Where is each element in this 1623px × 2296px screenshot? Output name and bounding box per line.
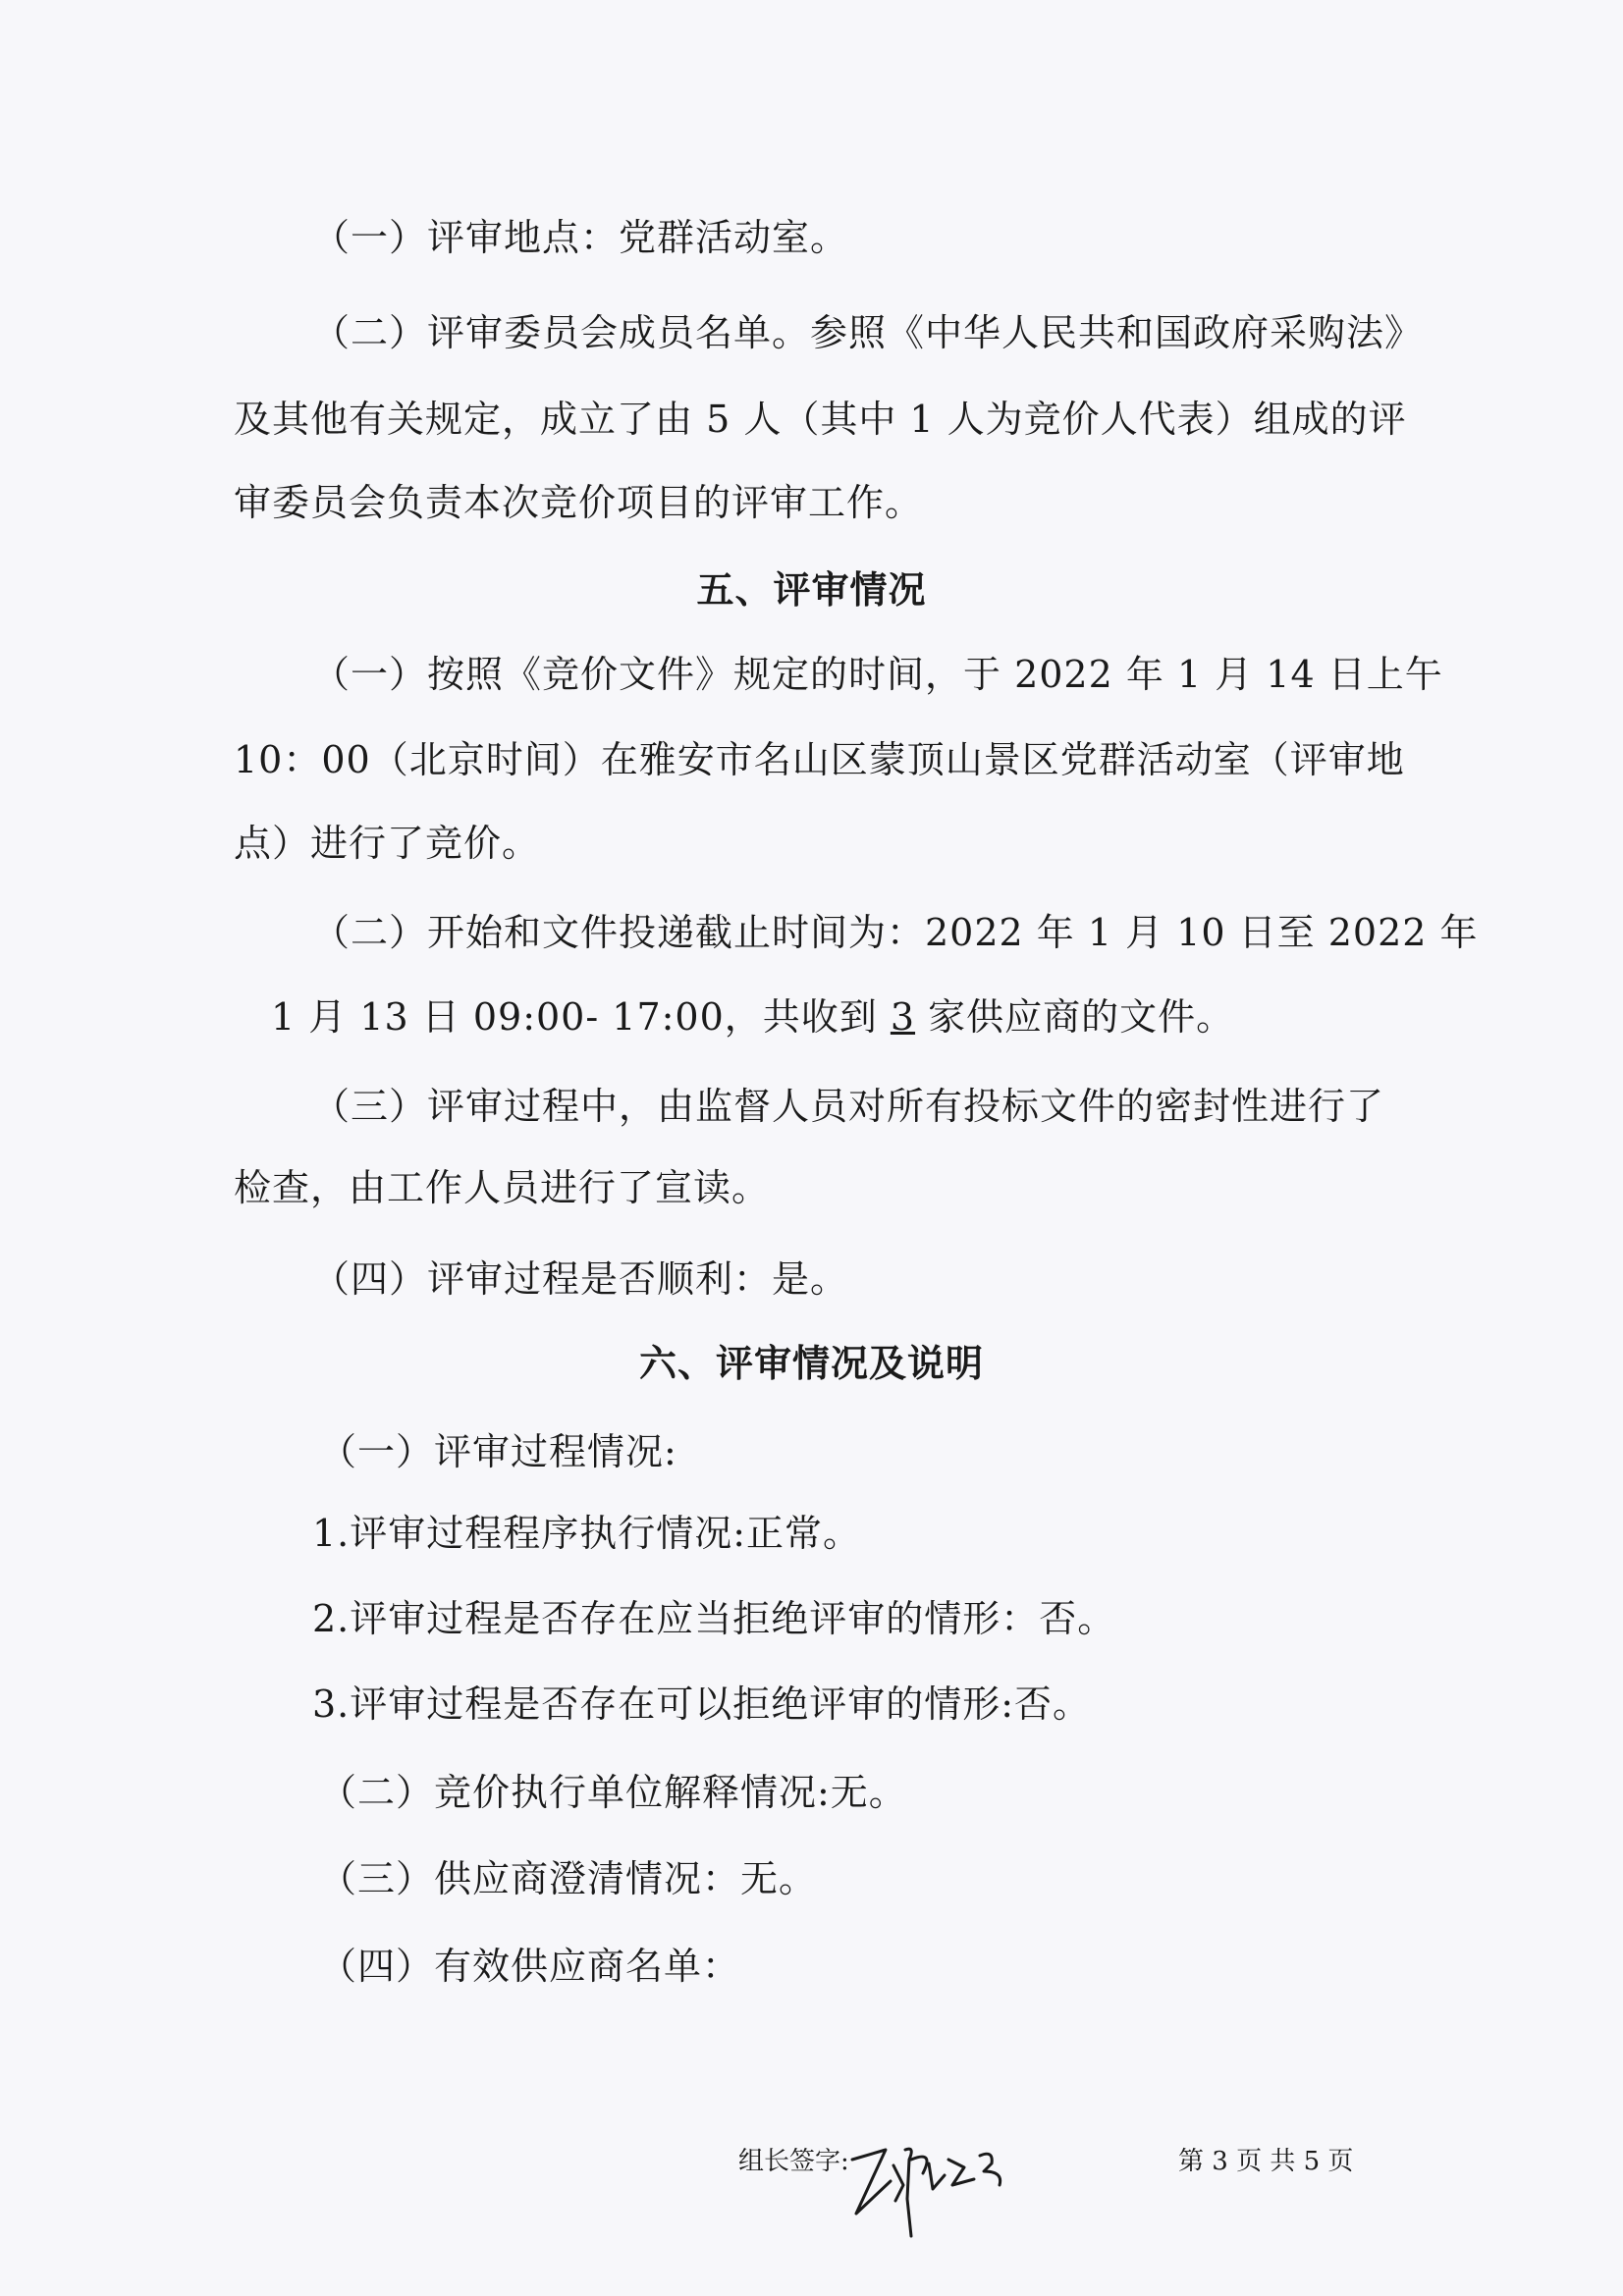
list-item-procedure: 1.评审过程程序执行情况:正常。 bbox=[312, 1512, 862, 1555]
paragraph-review-location: （一）评审地点：党群活动室。 bbox=[312, 216, 849, 259]
paragraph-committee-line-2: 及其他有关规定，成立了由 5 人（其中 1 人为竞价人代表）组成的评 bbox=[234, 398, 1407, 441]
signature-handwriting bbox=[846, 2120, 1062, 2238]
paragraph-deadline-line-1: （二）开始和文件投递截止时间为：2022 年 1 月 10 日至 2022 年 bbox=[312, 911, 1479, 954]
paragraph-valid-suppliers: （四）有效供应商名单： bbox=[319, 1945, 741, 1988]
paragraph-deadline-line-2 bbox=[271, 993, 1234, 1041]
deadline-text: 1 月 13 日 09:00- 17:00，共收到 bbox=[271, 995, 891, 1039]
paragraph-review-process: （一）评审过程情况: bbox=[319, 1430, 677, 1473]
paragraph-committee-line-1: （二）评审委员会成员名单。参照《中华人民共和国政府采购法》 bbox=[312, 311, 1424, 354]
supplier-count: 3 bbox=[890, 995, 916, 1039]
paragraph-supplier-clarification: （三）供应商澄清情况：无。 bbox=[319, 1857, 818, 1900]
paragraph-inspection-line-1: （三）评审过程中，由监督人员对所有投标文件的密封性进行了 bbox=[312, 1085, 1385, 1128]
paragraph-bidding-time-line-2: 10：00（北京时间）在雅安市名山区蒙顶山景区党群活动室（评审地 bbox=[234, 738, 1405, 781]
list-item-must-reject: 2.评审过程是否存在应当拒绝评审的情形：否。 bbox=[312, 1597, 1116, 1640]
paragraph-inspection-line-2: 检查，由工作人员进行了宣读。 bbox=[234, 1166, 771, 1209]
paragraph-bidding-time-line-3: 点）进行了竞价。 bbox=[234, 822, 541, 865]
page-indicator: 第 3 页 共 5 页 bbox=[1178, 2147, 1354, 2176]
paragraph-unit-explanation: （二）竞价执行单位解释情况:无。 bbox=[319, 1771, 907, 1814]
section-heading-review-details: 六、评审情况及说明 bbox=[638, 1341, 984, 1385]
list-item-may-reject: 3.评审过程是否存在可以拒绝评审的情形:否。 bbox=[312, 1682, 1092, 1726]
paragraph-smooth-process: （四）评审过程是否顺利：是。 bbox=[312, 1257, 849, 1301]
paragraph-bidding-time-line-1: （一）按照《竞价文件》规定的时间，于 2022 年 1 月 14 日上午 bbox=[312, 653, 1443, 696]
section-heading-review-status: 五、评审情况 bbox=[696, 567, 927, 612]
paragraph-committee-line-3: 审委员会负责本次竞价项目的评审工作。 bbox=[234, 481, 924, 524]
deadline-text-end: 家供应商的文件。 bbox=[915, 995, 1235, 1039]
signature-label: 组长签字: bbox=[738, 2147, 849, 2176]
